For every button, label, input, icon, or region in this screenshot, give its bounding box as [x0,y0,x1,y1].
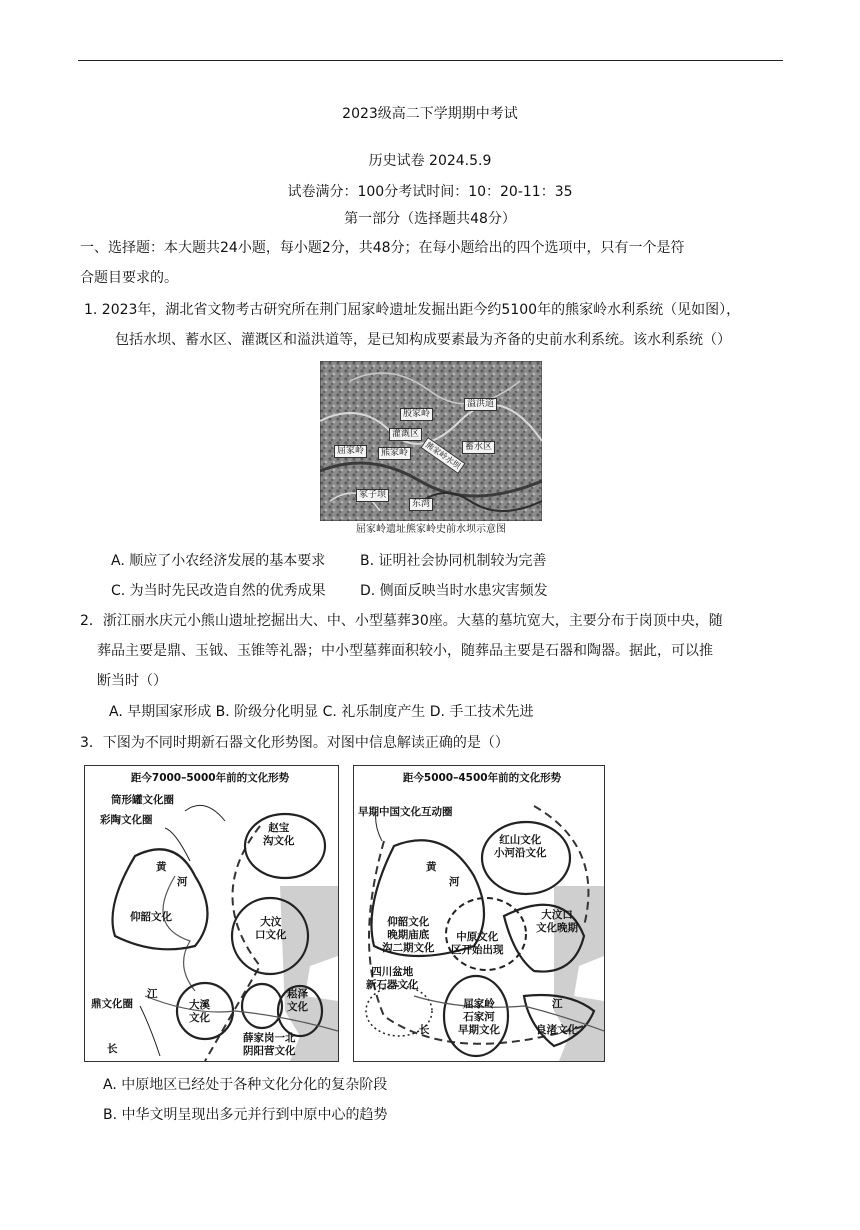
q1-figure [320,361,542,543]
map-left-label-dawenkou: 大汶 口文化 [255,916,287,941]
q1-option-c: C. 为当时先民改造自然的优秀成果 [111,583,326,599]
map-right-label-he: 河 [449,876,460,888]
map-left-shapes [85,766,338,1061]
exam-title: 2023级高二下学期期中考试 [342,106,518,122]
q1-stem-line-1: 1. 2023年，湖北省文物考古研究所在荆门屈家岭遗址发掘出距今约5100年的熊家岭水利系统（见如图）， [84,302,741,318]
map-right-label-dawenkou-late: 大汶口 文化晚期 [536,909,578,934]
q3-stem: 3．下图为不同时期新石器文化形势图。对图中信息解读正确的是（） [80,735,509,751]
instructions-line-1: 一、选择题：本大题共24小题，每小题2分，共48分；在每小题给出的四个选项中，只有一个是符 [80,240,685,256]
map-tag-dongwan: 东湾 [409,498,433,511]
map-tag-irrigation: 灌溉区 [389,428,422,441]
q2-stem-line-2: 葬品主要是鼎、玉钺、玉锥等礼器；中小型墓葬面积较小，随葬品主要是石器和陶器。据此，可以推 [97,643,713,659]
map-tag-yinjialing: 殷家岭 [400,408,433,421]
map-left-label-huang: 黄 [156,861,167,873]
map-right-label-zhongyuan: 中原文化 区开始出现 [451,931,504,956]
map-right-label-sichuan: 四川盆地 新石器文化 [366,966,419,991]
map-tag-xiongjialing: 熊家岭 [378,447,411,460]
q2-options: A. 早期国家形成 B. 阶级分化明显 C. 礼乐制度产生 D. 手工技术先进 [109,704,534,720]
map-right-label-yangshao-late: 仰韶文化 晚期庙底 沟二期文化 [382,916,435,954]
map-right-label-interaction-sphere: 早期中国文化互动圈 [358,806,453,818]
map-left-label-jiang: 江 [147,988,158,1000]
q3-option-a: A. 中原地区已经处于各种文化分化的复杂阶段 [103,1077,388,1093]
map-left-label-tongxingguan: 筒形罐文化圈 [111,794,174,806]
q1-option-d: D. 侧面反映当时水患灾害频发 [360,583,548,599]
map-right-title: 距今5000–4500年前的文化形势 [402,772,562,784]
map-left-label-yangshao: 仰韶文化 [130,911,172,923]
map-right-label-huang: 黄 [426,861,437,873]
map-left-title: 距今7000–5000年前的文化形势 [130,772,290,784]
q1-option-a: A. 顺应了小农经济发展的基本要求 [111,553,326,569]
exam-info: 试卷满分：100分考试时间：10：20-11：35 [287,184,573,200]
map-right-label-hongshan: 红山文化 小河沿文化 [494,834,547,859]
q2-stem-line-1: 2．浙江丽水庆元小熊山遗址挖掘出大、中、小型墓葬30座。大墓的墓坑宽大，主要分布于岗顶中央，随 [80,613,723,629]
map-left-label-chang: 长 [107,1043,118,1055]
map-left-label-songze: 崧泽 文化 [287,988,308,1013]
map-left-label-daxi: 大溪 文化 [189,999,210,1024]
map-tag-spillway: 溢洪道 [464,398,497,411]
map-tag-dam: 熊家岭水坝 [420,437,465,474]
map-right-label-chang: 长 [419,1024,430,1036]
map-right-label-jiang: 江 [552,998,563,1010]
instructions-line-2: 合题目要求的。 [80,270,178,286]
culture-map-right [353,765,605,1062]
q1-stem-line-2: 包括水坝、蓄水区、灌溉区和溢洪道等，是已知构成要素最为齐备的史前水利系统。该水利系统（） [115,332,731,348]
map-left-label-ding: 鼎文化圈 [91,998,133,1010]
map-left-label-caitao: 彩陶文化圈 [100,814,153,826]
q1-option-b: B. 证明社会协同机制较为完善 [360,553,547,569]
map-tag-reservoir: 蓄水区 [462,441,495,454]
figure-caption: 屈家岭遗址熊家岭史前水坝示意图 [356,524,506,535]
part-heading: 第一部分（选择题共48分） [344,211,516,227]
top-rule [78,60,783,61]
q3-option-b: B. 中华文明呈现出多元并行到中原中心的趋势 [103,1107,388,1123]
q2-stem-line-3: 断当时（） [97,673,167,689]
map-left-label-xuejiagang: 薛家岗一北 阴阳营文化 [243,1032,296,1057]
map-tag-qujialing: 屈家岭 [334,445,367,458]
map-right-label-qujialing: 屈家岭 石家河 早期文化 [458,998,500,1036]
culture-map-left [84,765,339,1062]
map-left-label-he: 河 [177,876,188,888]
map-tag-zhongziba: 冢子坝 [356,489,389,502]
map-right-label-liangzhu: 良渚文化 [536,1024,578,1036]
exam-subject: 历史试卷 2024.5.9 [368,153,492,169]
map-left-label-zhaobaogou: 赵宝 沟文化 [263,822,295,847]
